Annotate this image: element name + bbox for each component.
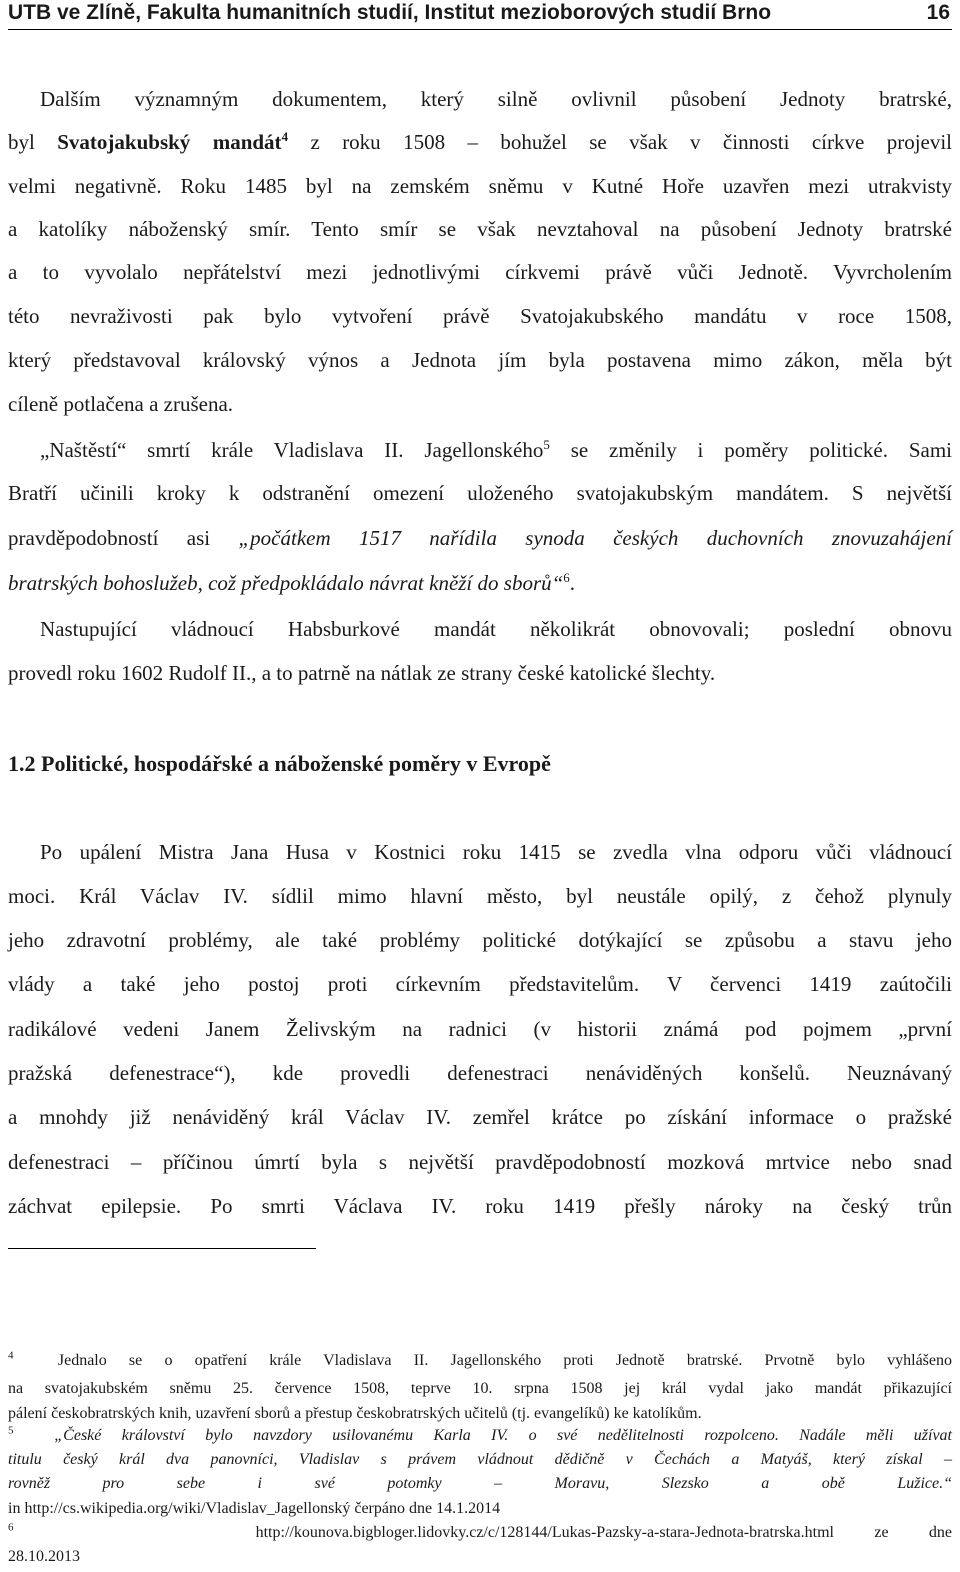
footnote-4-line: na svatojakubském sněmu 25. července 1508, teprve 10. srpna 1508 jej král vydal jako mandát přikazující [8,1380,952,1397]
text-line: moci. Král Václav IV. sídlil mimo hlavní město, byl neustále opilý, z čehož plynuly [8,884,952,908]
text-line: Dalším významným dokumentem, který silně ovlivnil působení Jednoty bratrské, [40,87,952,111]
text-fragment: . [569,571,576,595]
text-fragment: dne [928,1524,953,1541]
text-line: záchvat epilepsie. Po smrti Václava IV. roku 1419 přešly nároky na český trůn [8,1194,952,1218]
text-fragment: „Naštěstí“ smrtí krále Vladislava II. Jagellonského [40,438,544,462]
text-line: velmi negativně. Roku 1485 byl na zemském sněmu v Kutné Hoře uzavřen mezi utrakvisty [8,174,952,198]
text-line: Po upálení Mistra Jana Husa v Kostnici roku 1415 se zvedla vlna odporu vůči vládnoucí [40,840,952,864]
footnote-url-link[interactable]: http://kounova.bigbloger.lidovky.cz/c/128144/Lukas-Pazsky-a-stara-Jednota-bratrska.html [255,1524,834,1541]
footnote-ref-5[interactable]: 5 [543,437,550,452]
text-line [8,129,952,155]
text-line: této nevraživosti pak bylo vytvoření právě Svatojakubského mandátu v roce 1508, [8,304,952,328]
footnote-text: Jednalo se o opatření krále Vladislava II. Jagellonského proti Jednotě bratrské. Prvotně bylo vyhlášeno [57,1352,953,1369]
footnote-5-line [8,1426,952,1446]
running-header-title: UTB ve Zlíně, Fakulta humanitních studií, Institut mezioborových studií Brno [8,1,772,24]
header-divider [8,29,952,30]
text-fragment: byl [8,130,35,154]
footnote-number: 6 [8,1521,14,1534]
text-line: který představoval královský výnos a Jednota jím byla postavena mimo zákon, měla být [8,348,952,372]
text-line [8,525,952,551]
quotation: „počátkem 1517 nařídila synoda českých duchovních znovuzahájení [238,526,953,550]
footnote-ref-4[interactable]: 4 [281,129,289,144]
footnote-4-line [8,1351,952,1371]
text-line: defenestraci – příčinou úmrtí byla s největší pravděpodobností mozková mrtvice nebo snad [8,1150,952,1174]
text-fragment: z roku 1508 – bohužel se však v činnosti církve projevil [310,130,953,154]
text-fragment: se změnily i poměry politické. Sami [570,438,952,462]
quotation: bratrských bohoslužeb, což předpokládalo návrat kněží do sborů“ [8,571,564,595]
text-line [40,437,952,463]
text-line: Nastupující vládnoucí Habsburkové mandát několikrát obnovovali; poslední obnovu [40,617,952,641]
footnote-5-line: titulu český král dva panovníci, Vladislav s právem vládnout dědičně v Čechách a Matyáš, který získal – [8,1451,952,1468]
text-fragment: pravděpodobností asi [8,526,211,550]
footnote-ref-6[interactable]: 6 [563,570,570,585]
footnote-number: 4 [8,1349,14,1362]
bold-term: Svatojakubský mandát [57,130,282,154]
footnote-4-line: pálení českobratrských knih, uzavření sborů a přestup českobratrských učitelů (tj. evangelíků) ke katolíkům. [8,1405,702,1422]
page-number: 16 [926,1,950,24]
text-line: a to vyvolalo nepřátelství mezi jednotlivými církvemi právě vůči Jednotě. Vyvrcholením [8,260,952,284]
text-line: jeho zdravotní problémy, ale také problémy politické dotýkající se způsobu a stavu jeho [8,928,952,952]
text-line [8,570,952,596]
footnote-quote: „České království bylo navzdory usilovanému Karla IV. o své nedělitelnosti rozpolceno. Nadále měli užívat [54,1427,953,1444]
text-line: vlády a také jeho postoj proti církevním představitelům. V červenci 1419 zaútočili [8,972,952,996]
text-line: provedl roku 1602 Rudolf II., a to patrně na nátlak ze strany české katolické šlechty. [8,661,716,685]
footnote-6-line [8,1523,952,1543]
text-line: pražská defenestrace“), kde provedli defenestraci nenáviděných konšelů. Neuznávaný [8,1061,952,1085]
footnote-separator [8,1248,316,1249]
footnote-6-line: 28.10.2013 [8,1548,80,1565]
text-fragment: ze [874,1524,889,1541]
footnote-number: 5 [8,1424,14,1437]
footnote-5-line: rovněž pro sebe i své potomky – Moravu, Slezsko a obě Lužice.“ [8,1475,952,1492]
text-line: a katolíky náboženský smír. Tento smír se však nevztahoval na působení Jednoty bratrské [8,217,952,241]
text-line: a mnohdy již nenáviděný král Václav IV. zemřel krátce po získání informace o pražské [8,1105,952,1129]
text-line: Bratří učinili kroky k odstranění omezení uloženého svatojakubským mandátem. S největší [8,481,952,505]
footnote-5-source[interactable]: in http://cs.wikipedia.org/wiki/Vladislav_Jagellonský čerpáno dne 14.1.2014 [8,1500,501,1517]
section-heading: 1.2 Politické, hospodářské a náboženské poměry v Evropě [8,751,551,776]
text-line: radikálové vedeni Janem Želivským na radnici (v historii známá pod pojmem „první [8,1017,952,1041]
text-line: cíleně potlačena a zrušena. [8,392,234,416]
